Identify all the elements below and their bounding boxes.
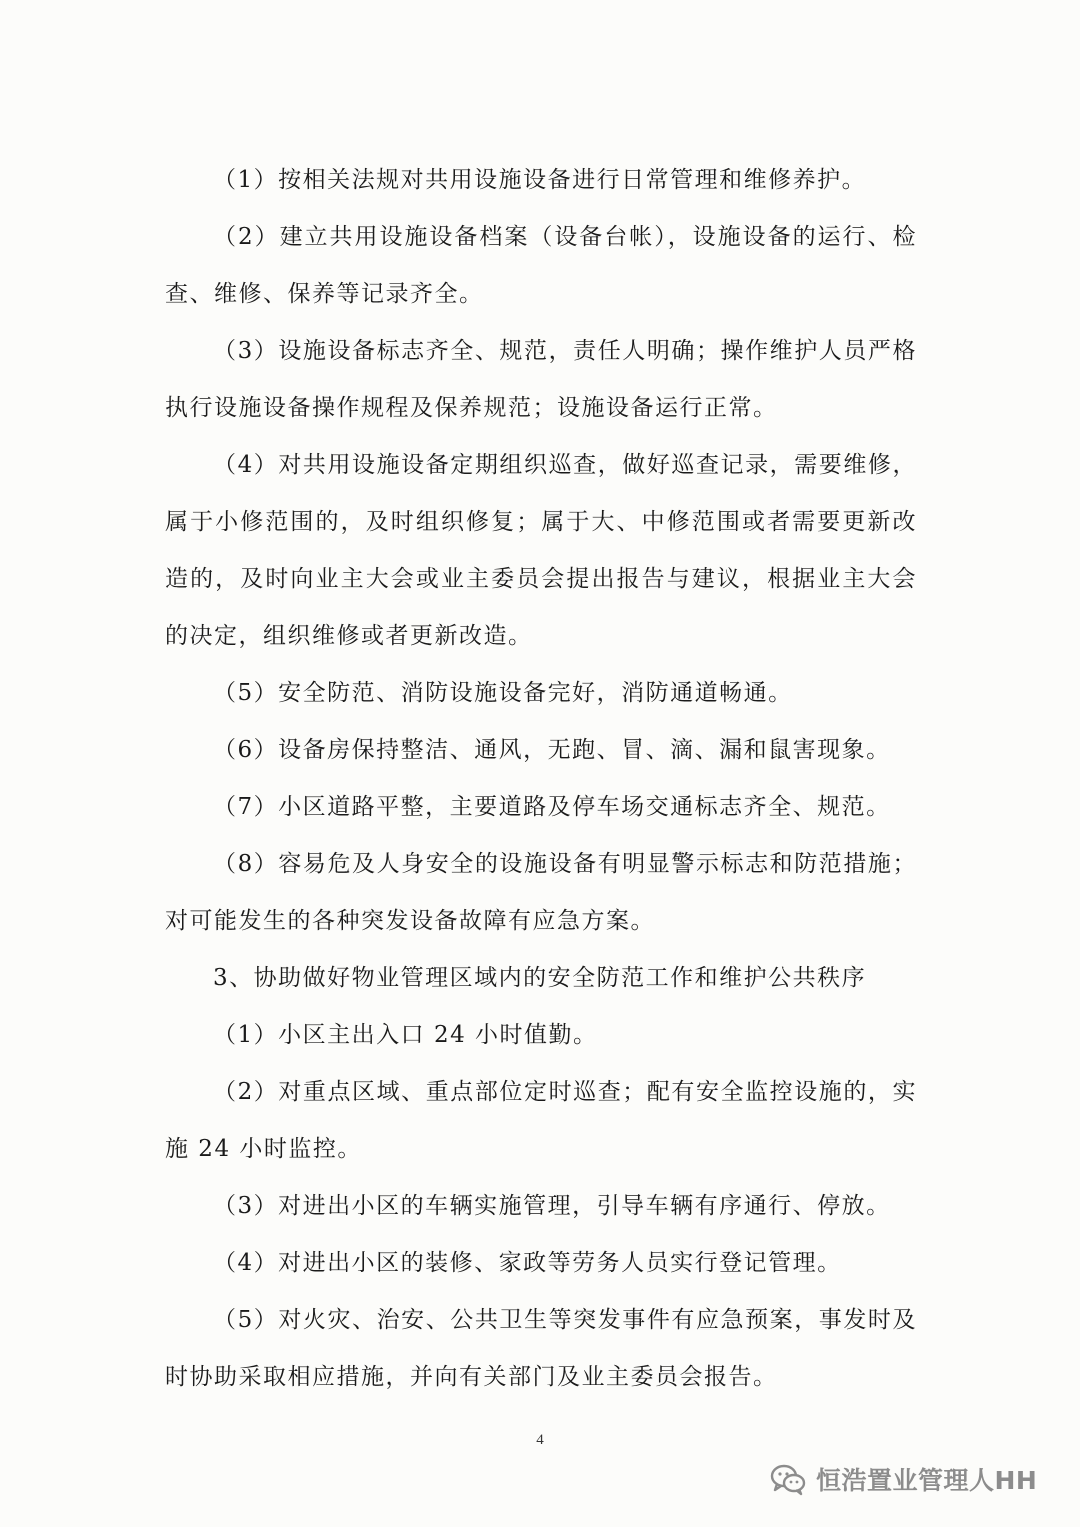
section-heading: 3、协助做好物业管理区域内的安全防范工作和维护公共秩序 — [213, 965, 867, 991]
clause-paragraph: （3）对进出小区的车辆实施管理，引导车辆有序通行、停放。 — [213, 1193, 891, 1219]
wechat-icon — [768, 1459, 808, 1499]
document-body — [165, 152, 917, 1406]
clause-paragraph: （3）设施设备标志齐全、规范，责任人明确；操作维护人员严格执行设施设备操作规程及保养规范；设施设备运行正常。 — [165, 338, 917, 421]
clause-paragraph: （5）对火灾、治安、公共卫生等突发事件有应急预案，事发时及时协助采取相应措施，并向有关部门及业主委员会报告。 — [165, 1307, 917, 1390]
clause-paragraph: （7）小区道路平整，主要道路及停车场交通标志齐全、规范。 — [213, 794, 891, 820]
clause-paragraph: （4）对共用设施设备定期组织巡查，做好巡查记录，需要维修，属于小修范围的，及时组织修复；属于大、中修范围或者需要更新改造的，及时向业主大会或业主委员会提出报告与建议，根据业主大会的决定，组织维修或者更新改造。 — [165, 452, 917, 649]
watermark — [768, 1457, 1037, 1501]
clause-paragraph: （2）对重点区域、重点部位定时巡查；配有安全监控设施的，实施 24 小时监控。 — [165, 1079, 917, 1162]
clause-paragraph: （2）建立共用设施设备档案（设备台帐），设施设备的运行、检查、维修、保养等记录齐全。 — [165, 224, 917, 307]
clause-paragraph: （1）小区主出入口 24 小时值勤。 — [213, 1022, 598, 1048]
page-number: 4 — [536, 1432, 544, 1448]
clause-paragraph: （5）安全防范、消防设施设备完好，消防通道畅通。 — [213, 680, 793, 706]
clause-paragraph: （4）对进出小区的装修、家政等劳务人员实行登记管理。 — [213, 1250, 842, 1276]
clause-paragraph: （1）按相关法规对共用设施设备进行日常管理和维修养护。 — [213, 167, 867, 193]
watermark-text: 恒浩置业管理人HH — [816, 1466, 1038, 1495]
clause-paragraph: （6）设备房保持整洁、通风，无跑、冒、滴、漏和鼠害现象。 — [213, 737, 891, 763]
clause-paragraph: （8）容易危及人身安全的设施设备有明显警示标志和防范措施；对可能发生的各种突发设备故障有应急方案。 — [165, 851, 917, 934]
